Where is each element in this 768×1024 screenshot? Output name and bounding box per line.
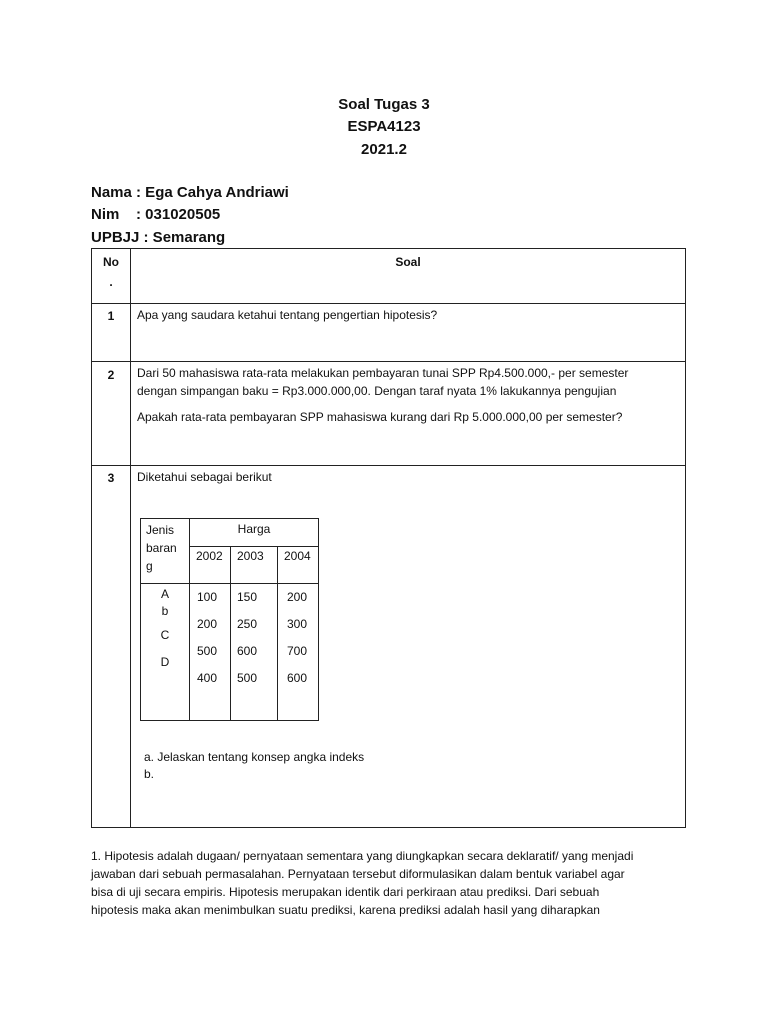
column-2003 <box>231 584 278 721</box>
question-3-intro: Diketahui sebagai berikut <box>137 470 272 484</box>
table-header-row <box>92 249 686 304</box>
header-no-dot: . <box>109 275 113 289</box>
table-row <box>92 362 686 466</box>
head-jenis-1: Jenis <box>146 523 175 537</box>
header-soal: Soal <box>395 255 421 269</box>
header-no-cell <box>92 249 131 304</box>
course-code: ESPA4123 <box>347 118 421 135</box>
value-2003-d: 500 <box>237 671 258 685</box>
row-number-3: 3 <box>107 471 115 485</box>
answer-line-4: hipotesis maka akan menimbulkan suatu prediksi, karena prediksi adalah hasil yang diharapkan <box>91 903 600 917</box>
value-2002-a: 100 <box>197 590 218 604</box>
student-name: Nama : Ega Cahya Andriawi <box>91 184 289 201</box>
answer-line-3: bisa di uji secara empiris. Hipotesis merupakan identik dari perkiraan atau prediksi. Dari sebuah <box>91 885 600 899</box>
column-2002 <box>190 584 231 721</box>
question-2-line-3: Apakah rata-rata pembayaran SPP mahasiswa kurang dari Rp 5.000.000,00 per semester? <box>137 410 623 424</box>
period: 2021.2 <box>361 141 407 158</box>
head-harga: Harga <box>237 522 271 536</box>
row-number-2: 2 <box>107 368 115 382</box>
price-table <box>140 518 319 721</box>
price-table-body-row <box>141 584 319 721</box>
row-number <box>92 304 131 362</box>
question-cell <box>131 304 686 362</box>
value-2003-c: 600 <box>237 644 258 658</box>
value-2002-b: 200 <box>197 617 218 631</box>
goods-column <box>141 584 190 721</box>
answer-line-2: jawaban dari sebuah permasalahan. Pernyataan tersebut diformulasikan dalam bentuk variabel agar <box>91 867 625 881</box>
row-number <box>92 362 131 466</box>
row-number <box>92 466 131 828</box>
good-d: D <box>160 655 170 669</box>
question-cell <box>131 362 686 466</box>
value-2002-d: 400 <box>197 671 218 685</box>
value-2002-c: 500 <box>197 644 218 658</box>
question-3-sub-b: b. <box>144 767 155 781</box>
year-2004: 2004 <box>278 547 319 584</box>
head-jenis-cell <box>141 519 190 584</box>
question-3-subitems <box>131 749 685 783</box>
question-2-line-2: dengan simpangan baku = Rp3.000.000,00. Dengan taraf nyata 1% lakukannya pengujian <box>137 384 617 398</box>
year-2003: 2003 <box>231 547 278 584</box>
header-soal-cell <box>131 249 686 304</box>
doc-title: Soal Tugas 3 <box>338 96 430 113</box>
answer-line-1: 1. Hipotesis adalah dugaan/ pernyataan sementara yang diungkapkan secara deklaratif/ yang menjadi <box>91 849 634 863</box>
question-2-line-1: Dari 50 mahasiswa rata-rata melakukan pembayaran tunai SPP Rp4.500.000,- per semester <box>137 366 629 380</box>
value-2003-a: 150 <box>237 590 258 604</box>
price-table-head-row <box>141 519 319 547</box>
answer-paragraph <box>91 847 691 919</box>
good-b: b <box>161 604 169 618</box>
value-2004-a: 200 <box>287 590 308 604</box>
question-table <box>91 248 686 828</box>
row-number-1: 1 <box>107 309 115 323</box>
header-no: No <box>103 255 119 269</box>
table-row <box>92 466 686 828</box>
question-cell <box>131 466 686 828</box>
question-3-sub-a: a. Jelaskan tentang konsep angka indeks <box>144 750 365 764</box>
value-2004-d: 600 <box>287 671 308 685</box>
column-2004 <box>278 584 319 721</box>
table-row <box>92 304 686 362</box>
good-c: C <box>160 628 170 642</box>
question-1-text: Apa yang saudara ketahui tentang pengertian hipotesis? <box>137 308 438 322</box>
head-jenis-3: g <box>146 559 153 573</box>
value-2003-b: 250 <box>237 617 258 631</box>
head-jenis-2: baran <box>146 541 177 555</box>
good-a: A <box>160 587 169 601</box>
value-2004-b: 300 <box>287 617 308 631</box>
year-2002: 2002 <box>190 547 231 584</box>
student-nim: Nim : 031020505 <box>91 206 221 223</box>
value-2004-c: 700 <box>287 644 308 658</box>
student-upbjj: UPBJJ : Semarang <box>91 229 226 246</box>
head-harga-cell <box>190 519 319 547</box>
